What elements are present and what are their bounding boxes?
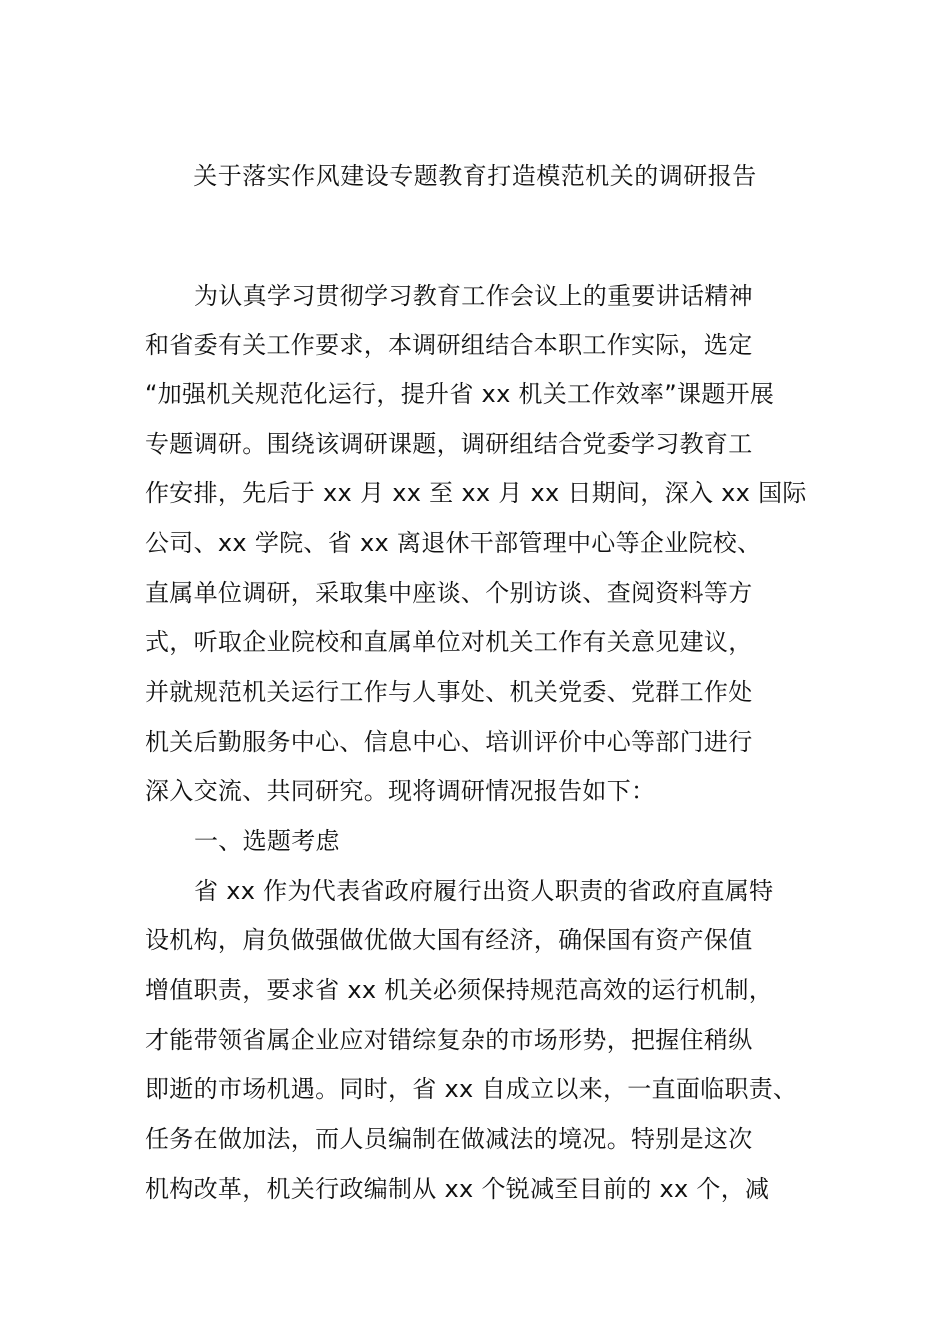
paragraph-line: 专题调研。围绕该调研课题，调研组结合党委学习教育工 xyxy=(145,430,753,458)
paragraph-line: 机关后勤服务中心、信息中心、培训评价中心等部门进行 xyxy=(145,728,753,756)
paragraph-line: 增值职责，要求省 xx 机关必须保持规范高效的运行机制， xyxy=(145,976,774,1004)
section-heading: 一、选题考虑 xyxy=(194,827,340,855)
paragraph-line: 任务在做加法，而人员编制在做减法的境况。特别是这次 xyxy=(145,1125,753,1153)
paragraph-line: 机构改革，机关行政编制从 xx 个锐减至目前的 xx 个，减 xyxy=(145,1175,770,1203)
paragraph-line: 即逝的市场机遇。同时，省 xx 自成立以来，一直面临职责、 xyxy=(145,1075,798,1103)
paragraph-line: 才能带领省属企业应对错综复杂的市场形势，把握住稍纵 xyxy=(145,1026,753,1054)
paragraph-line: 为认真学习贯彻学习教育工作会议上的重要讲话精神 xyxy=(194,282,753,310)
paragraph-line: 式，听取企业院校和直属单位对机关工作有关意见建议， xyxy=(145,628,753,656)
paragraph-line: 和省委有关工作要求，本调研组结合本职工作实际，选定 xyxy=(145,331,753,359)
paragraph-line: 直属单位调研，采取集中座谈、个别访谈、查阅资料等方 xyxy=(145,579,753,607)
paragraph-line: 设机构，肩负做强做优做大国有经济，确保国有资产保值 xyxy=(145,926,753,954)
paragraph-line: “加强机关规范化运行，提升省 xx 机关工作效率”课题开展 xyxy=(145,380,775,408)
paragraph-line: 深入交流、共同研究。现将调研情况报告如下： xyxy=(145,777,656,805)
paragraph-line: 作安排，先后于 xx 月 xx 至 xx 月 xx 日期间，深入 xx 国际 xyxy=(145,479,807,507)
document-title: 关于落实作风建设专题教育打造模范机关的调研报告 xyxy=(193,162,757,190)
paragraph-line: 并就规范机关运行工作与人事处、机关党委、党群工作处 xyxy=(145,678,753,706)
paragraph-line: 省 xx 作为代表省政府履行出资人职责的省政府直属特 xyxy=(194,877,774,905)
paragraph-line: 公司、xx 学院、省 xx 离退休干部管理中心等企业院校、 xyxy=(145,529,762,557)
